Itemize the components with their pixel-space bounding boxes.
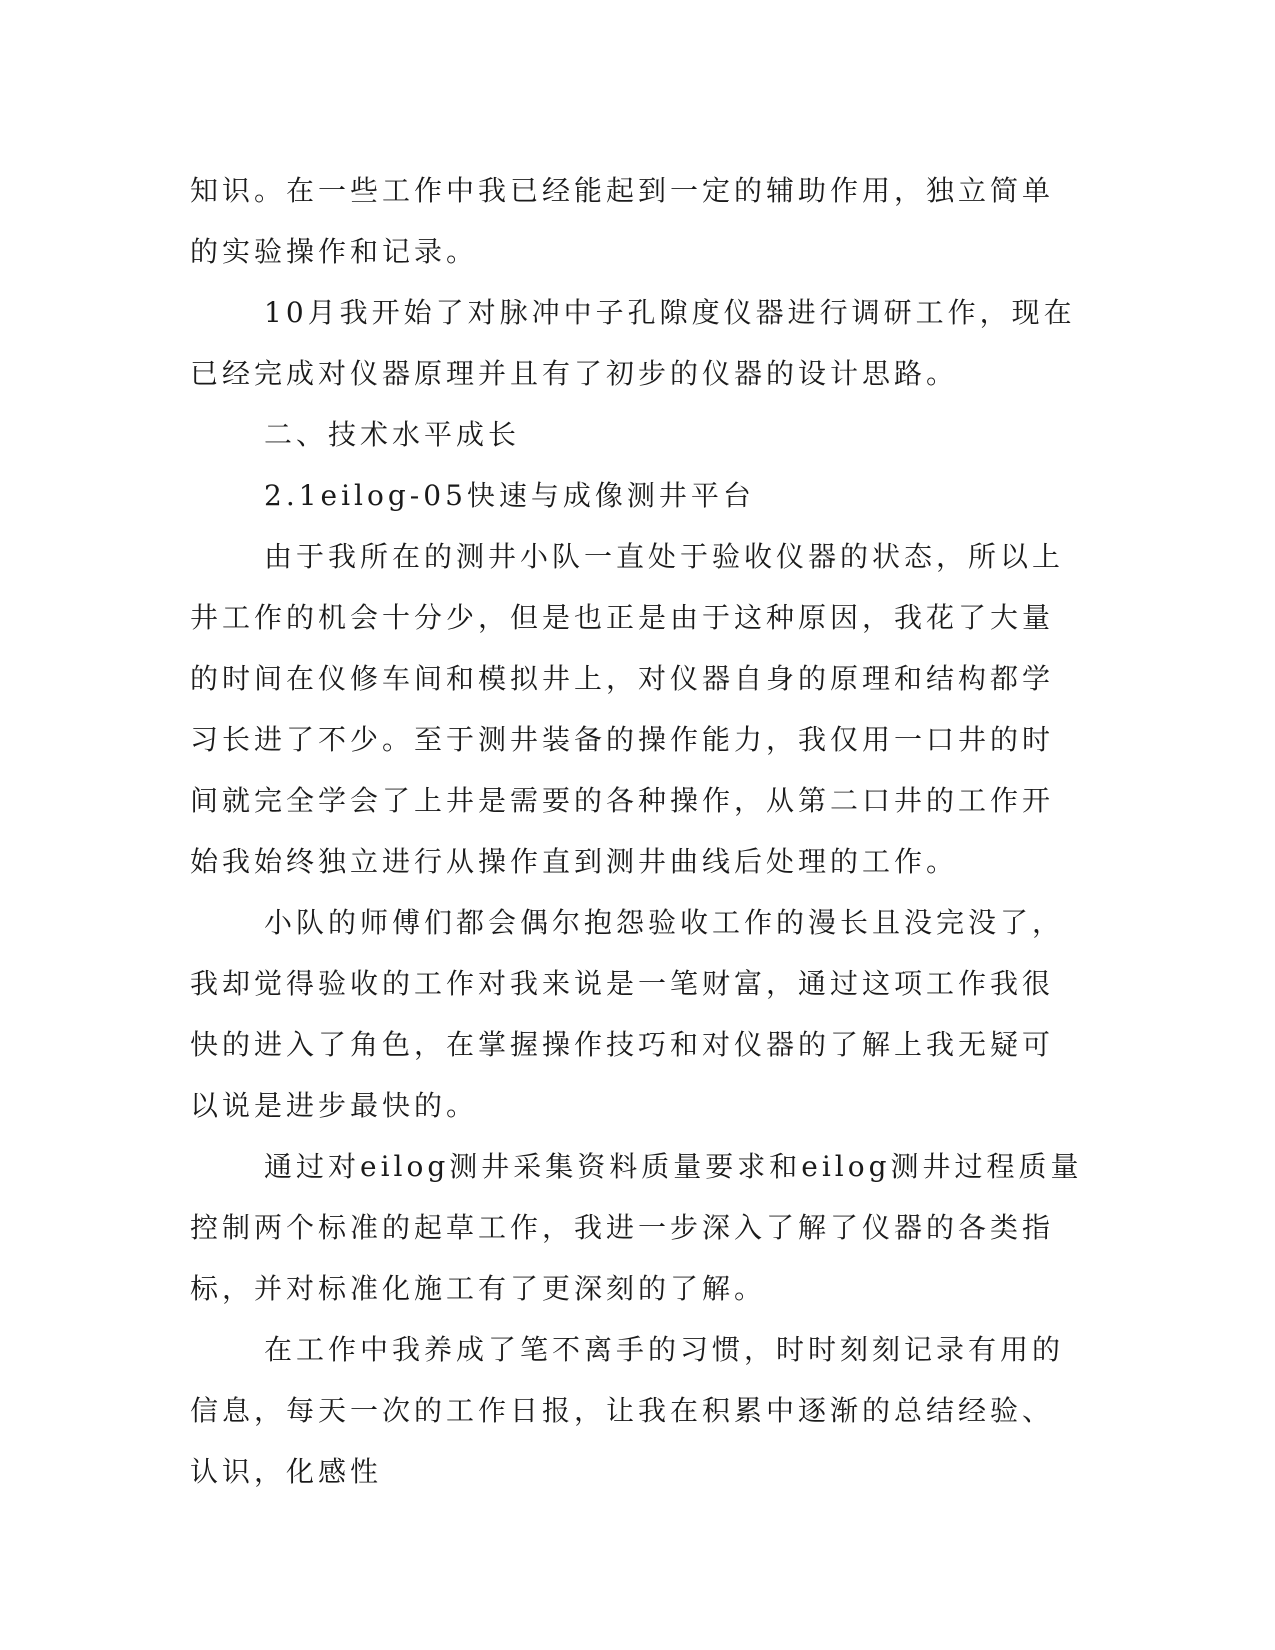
paragraph-research-work: 10月我开始了对脉冲中子孔隙度仪器进行调研工作，现在已经完成对仪器原理并且有了初步的仪器的设计思路。 bbox=[190, 296, 1076, 390]
paragraph-notes-habit: 在工作中我养成了笔不离手的习惯，时时刻刻记录有用的信息，每天一次的工作日报，让我在积累中逐渐的总结经验、认识，化感性 bbox=[190, 1333, 1065, 1488]
section-heading: 二、技术水平成长 bbox=[264, 418, 521, 451]
paragraph-acceptance-work: 小队的师傅们都会偶尔抱怨验收工作的漫长且没完没了，我却觉得验收的工作对我来说是一笔财富，通过这项工作我很快的进入了角色，在掌握操作技巧和对仪器的了解上我无疑可以说是进步最快的。 bbox=[190, 906, 1065, 1122]
subsection-heading: 2.1eilog-05快速与成像测井平台 bbox=[264, 479, 755, 512]
paragraph-logging-team: 由于我所在的测井小队一直处于验收仪器的状态，所以上井工作的机会十分少，但是也正是由于这种原因，我花了大量的时间在仪修车间和模拟井上，对仪器自身的原理和结构都学习长进了不少。至于测井装备的操作能力，我仅用一口井的时间就完全学会了上井是需要的各种操作，从第二口井的工作开始我始终独立进行从操作直到测井曲线后处理的工作。 bbox=[190, 540, 1065, 878]
paragraph-continuation: 知识。在一些工作中我已经能起到一定的辅助作用，独立简单的实验操作和记录。 bbox=[190, 174, 1055, 268]
body-text bbox=[190, 160, 1085, 1502]
paragraph-standards: 通过对eilog测井采集资料质量要求和eilog测井过程质量控制两个标准的起草工作，我进一步深入了解了仪器的各类指标，并对标准化施工有了更深刻的了解。 bbox=[190, 1150, 1083, 1305]
